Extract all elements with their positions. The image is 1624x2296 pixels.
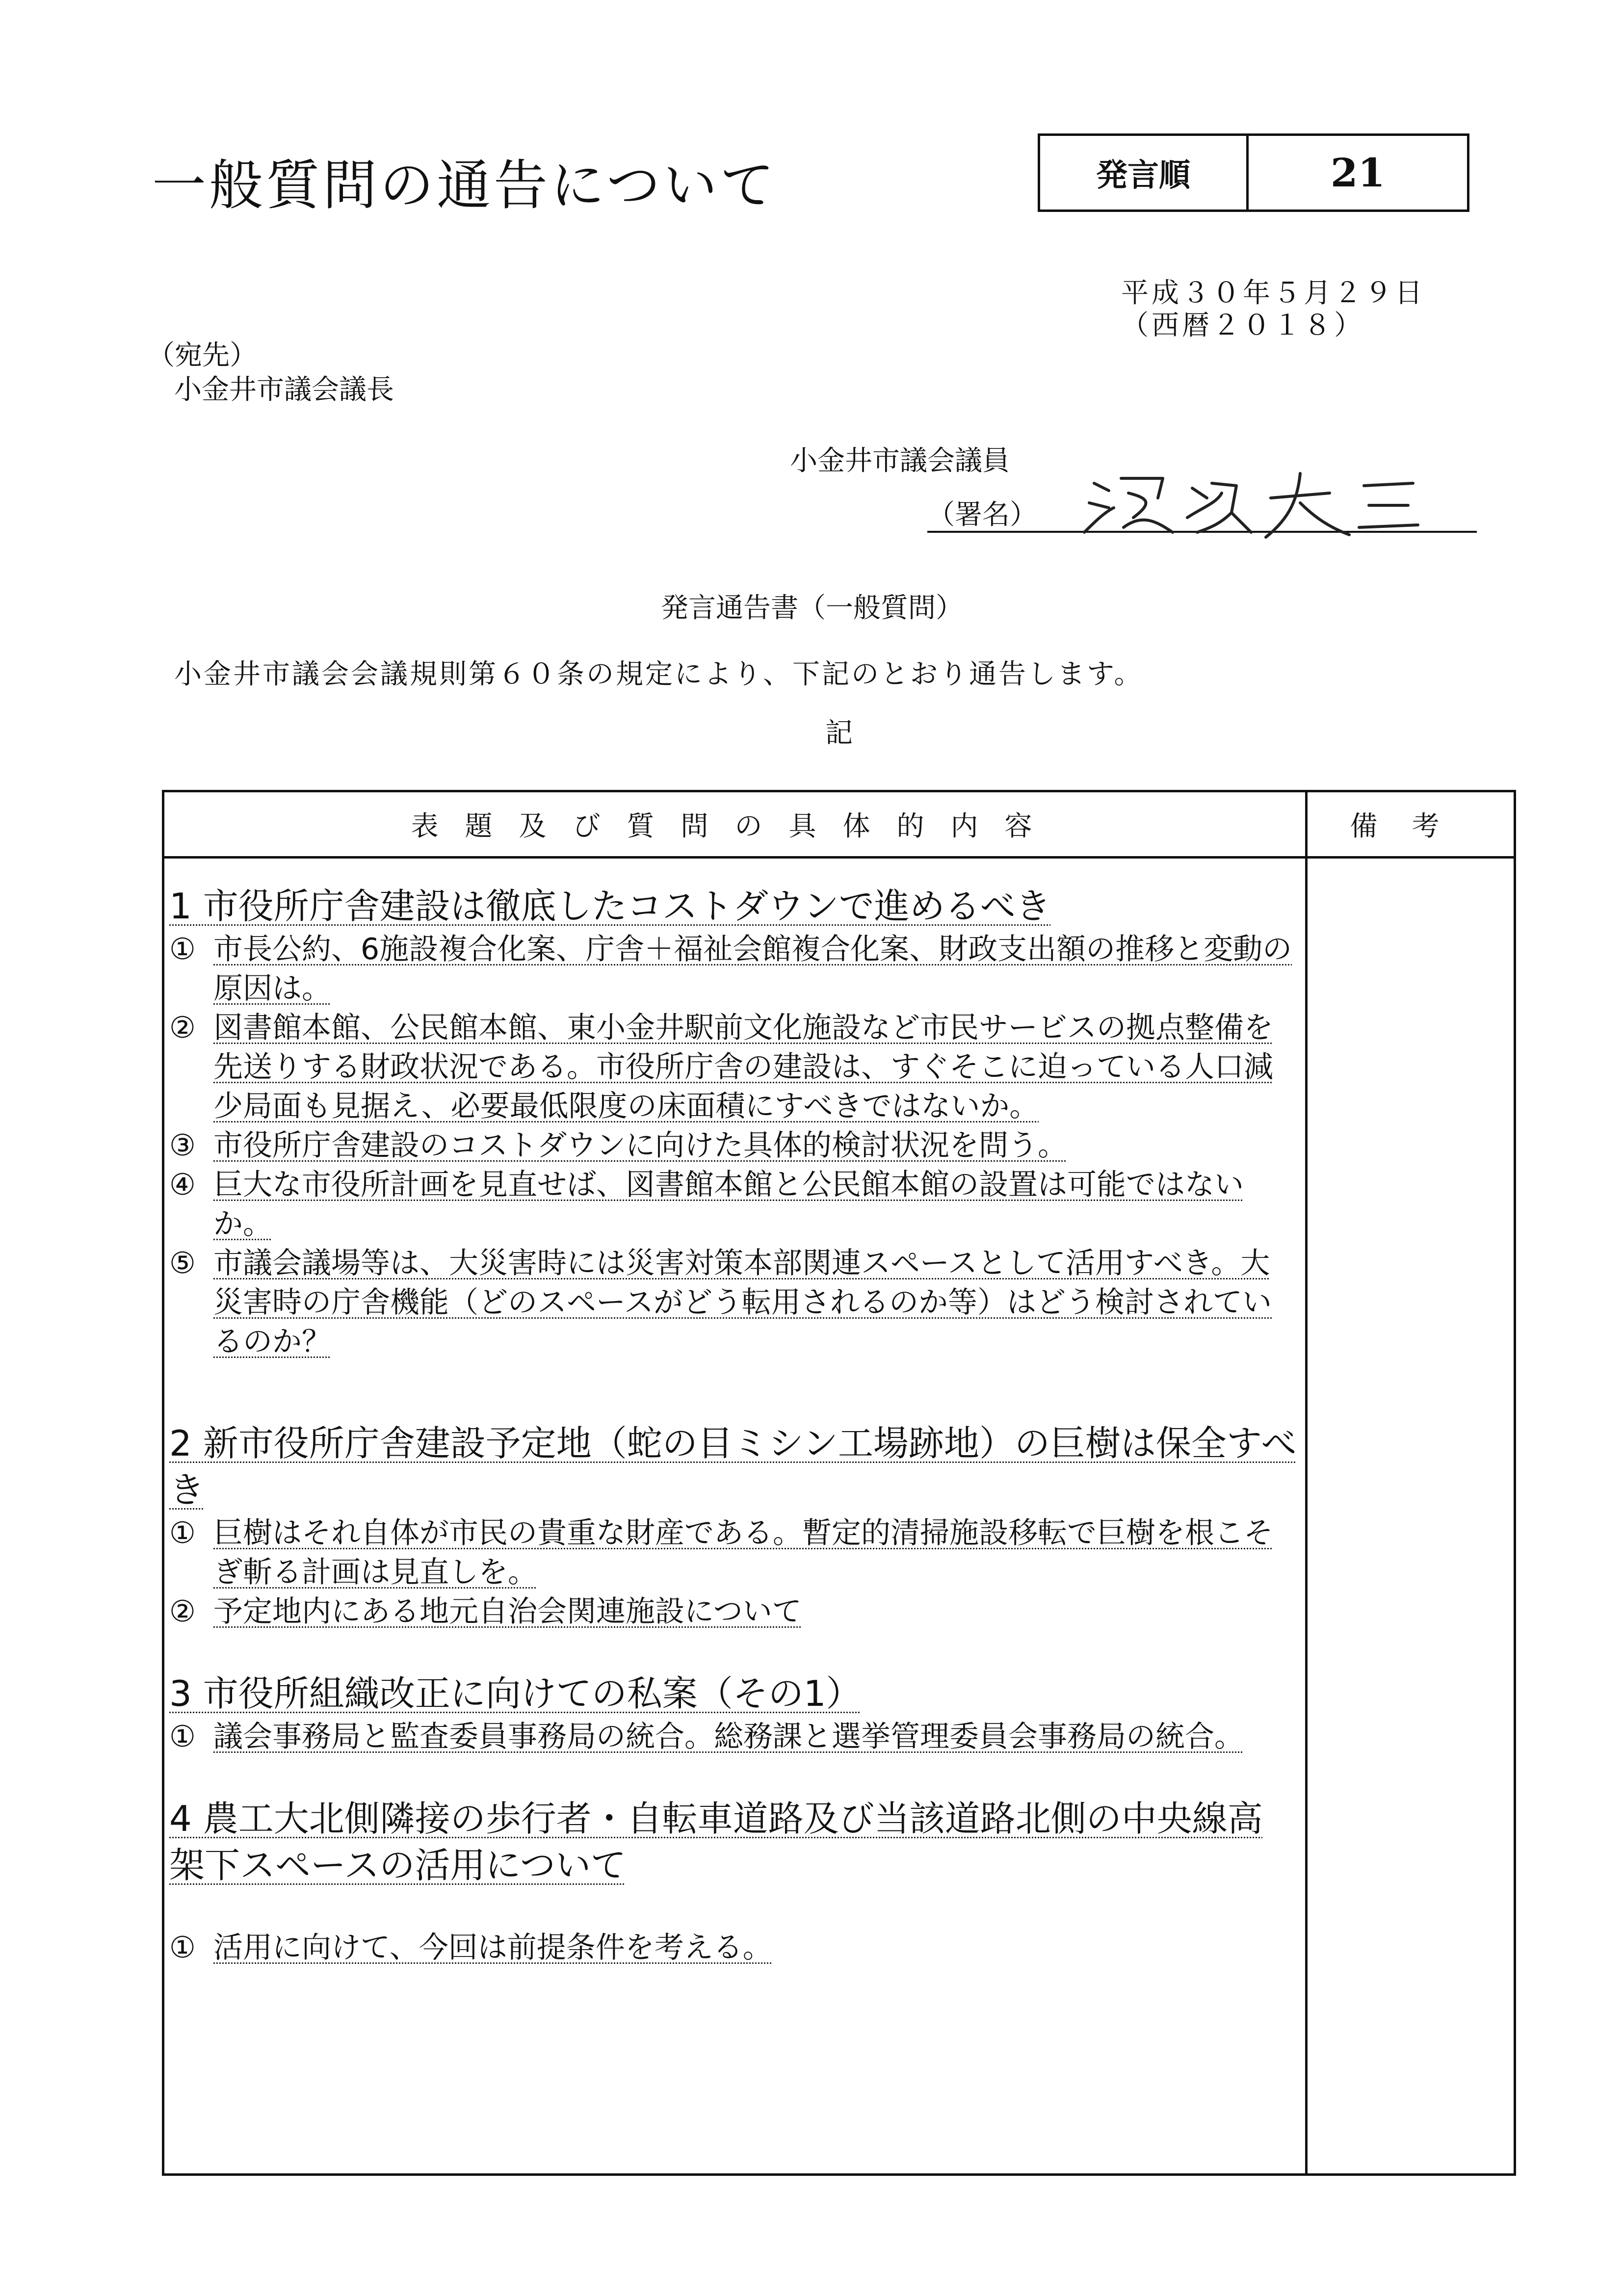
item-text: 図書館本館、公民館本館、東小金井駅前文化施設など市民サービスの拠点整備を先送りする財政状況である。市役所庁舎の建設は、すぐそこに迫っている人口減少局面も見据え、必要最低限度の床面積にすべきではないか。 xyxy=(213,1011,1273,1123)
addressee-block xyxy=(147,339,394,407)
list-item xyxy=(169,1513,1298,1592)
ki-mark: 記 xyxy=(825,717,853,749)
item-text: 活用に向けて、今回は前提条件を考える。 xyxy=(213,1931,772,1965)
speaking-order-label: 発言順 xyxy=(1040,136,1249,209)
header-divider xyxy=(164,856,1514,859)
date-japanese: 平成３０年５月２９日 xyxy=(1121,277,1425,309)
section-heading: 4 農工大北側隣接の歩行者・自転車道路及び当該道路北側の中央線高架下スペースの活用について xyxy=(169,1798,1263,1886)
item-number: ① xyxy=(169,1931,196,1965)
list-item xyxy=(169,1126,1298,1165)
list-item xyxy=(169,1928,1298,1967)
document-title: 発言通告書（一般質問） xyxy=(661,592,963,624)
item-number: ① xyxy=(169,932,196,966)
item-number: ① xyxy=(169,1720,196,1754)
speaking-order-value: 21 xyxy=(1330,150,1386,196)
section-heading: 3 市役所組織改正に向けての私案（その1） xyxy=(169,1673,862,1714)
column-header-remarks: 備考 xyxy=(1350,810,1474,842)
question-content xyxy=(169,883,1298,1967)
item-number: ① xyxy=(169,1516,196,1550)
date-western: （西暦２０１８） xyxy=(1121,310,1364,341)
list-item xyxy=(169,1244,1298,1361)
item-text: 市役所庁舎建設のコストダウンに向けた具体的検討状況を問う。 xyxy=(213,1128,1067,1163)
addressee-name: 小金井市議会議長 xyxy=(174,374,394,406)
item-text: 市議会議場等は、大災害時には災害対策本部関連スペースとして活用すべき。大災害時の庁舎機能（どのスペースがどう転用されるのか等）はどう検討されているのか？ xyxy=(213,1246,1272,1359)
section-heading: 2 新市役所庁舎建設予定地（蛇の目ミシン工場跡地）の巨樹は保全すべき xyxy=(169,1423,1297,1511)
item-text: 予定地内にある地元自治会関連施設について xyxy=(213,1594,802,1629)
intro-text: 小金井市議会会議規則第６０条の規定により、下記のとおり通告します。 xyxy=(174,658,1144,690)
page-title: 一般質問の通告について xyxy=(152,154,777,217)
item-text: 議会事務局と監査委員事務局の統合。総務課と選挙管理委員会事務局の統合。 xyxy=(213,1720,1244,1754)
list-item xyxy=(169,1165,1298,1244)
list-item xyxy=(169,1008,1298,1126)
addressee-label: （宛先） xyxy=(147,339,257,371)
column-divider xyxy=(1305,792,1308,2173)
item-number: ② xyxy=(169,1011,196,1045)
item-text: 市長公約、6施設複合化案、庁舎＋福祉会館複合化案、財政支出額の推移と変動の原因は。 xyxy=(213,932,1292,1006)
list-item xyxy=(169,1592,1298,1631)
item-text: 巨大な市役所計画を見直せば、図書館本館と公民館本館の設置は可能ではないか。 xyxy=(213,1168,1244,1241)
item-number: ④ xyxy=(169,1168,196,1202)
list-item xyxy=(169,930,1298,1008)
column-header-content: 表題及び質問の具体的内容 xyxy=(411,810,1059,842)
sender-role: 小金井市議会議員 xyxy=(790,445,1010,477)
item-number: ② xyxy=(169,1594,196,1629)
date-block xyxy=(1121,277,1425,342)
item-number: ③ xyxy=(169,1128,196,1163)
item-number: ⑤ xyxy=(169,1246,196,1280)
speaking-order-box xyxy=(1038,133,1469,212)
section-heading: 1 市役所庁舎建設は徹底したコストダウンで進めるべき xyxy=(169,886,1051,927)
question-table xyxy=(162,790,1516,2176)
list-item xyxy=(169,1717,1298,1756)
signature-label: （署名） xyxy=(927,499,1037,531)
item-text: 巨樹はそれ自体が市民の貴重な財産である。暫定的清掃施設移転で巨樹を根こそぎ斬る計画は見直しを。 xyxy=(213,1516,1273,1590)
handwritten-signature xyxy=(1074,464,1428,542)
